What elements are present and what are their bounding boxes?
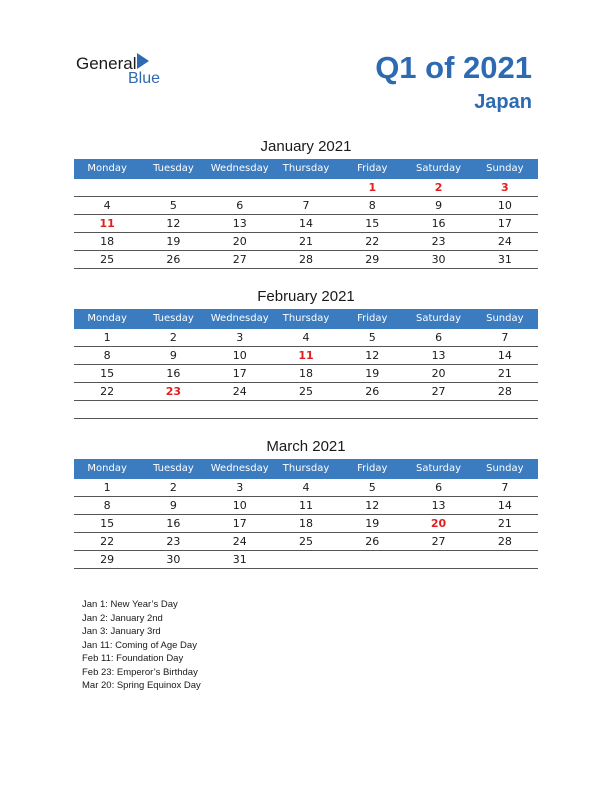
day-cell: 1	[368, 181, 377, 194]
day-cell: 9	[169, 349, 177, 362]
day-cell: 1	[103, 481, 111, 494]
day-cell: 23	[431, 235, 446, 248]
day-cell: 2	[169, 481, 177, 494]
weekday-label: Tuesday	[153, 313, 194, 324]
day-cell: 3	[501, 181, 509, 194]
day-cell: 11	[298, 349, 314, 362]
month-march	[74, 437, 538, 569]
day-cell: 19	[365, 367, 380, 380]
week-row	[74, 179, 538, 197]
day-cell: 6	[435, 331, 443, 344]
day-cell: 28	[497, 535, 512, 548]
day-cell: 23	[165, 385, 182, 398]
day-cell: 5	[368, 481, 376, 494]
day-cell: 22	[100, 535, 115, 548]
day-cell: 7	[501, 331, 509, 344]
holiday-note: Feb 11: Foundation Day	[82, 653, 184, 664]
day-cell	[273, 179, 339, 196]
weekday-header	[74, 459, 538, 479]
day-cell: 26	[365, 385, 380, 398]
day-cell: 12	[365, 349, 380, 362]
day-cell: 18	[298, 517, 313, 530]
day-cell	[339, 551, 405, 568]
weekday-label: Wednesday	[210, 463, 269, 474]
day-cell: 31	[232, 553, 247, 566]
day-cell: 4	[103, 199, 111, 212]
weekday-header	[74, 309, 538, 329]
day-cell: 26	[166, 253, 181, 266]
weekday-label: Tuesday	[153, 163, 194, 174]
day-cell: 20	[232, 235, 247, 248]
day-cell: 21	[497, 367, 512, 380]
brand-logo	[76, 52, 176, 88]
week-row	[74, 497, 538, 515]
weekday-label: Sunday	[486, 313, 524, 324]
weekday-label: Saturday	[416, 463, 462, 474]
day-cell: 27	[431, 385, 446, 398]
day-cell: 29	[365, 253, 380, 266]
day-cell: 4	[302, 331, 310, 344]
day-cell	[405, 401, 471, 418]
day-cell: 1	[103, 331, 111, 344]
day-cell: 10	[232, 499, 247, 512]
day-cell: 28	[497, 385, 512, 398]
day-cell: 27	[232, 253, 247, 266]
week-row	[74, 233, 538, 251]
day-cell: 5	[169, 199, 177, 212]
day-cell: 2	[169, 331, 177, 344]
logo-general-text: General	[76, 54, 137, 73]
day-cell: 29	[100, 553, 115, 566]
day-cell: 18	[100, 235, 115, 248]
day-cell: 13	[431, 499, 446, 512]
day-cell: 13	[232, 217, 247, 230]
day-cell: 16	[431, 217, 446, 230]
day-cell: 26	[365, 535, 380, 548]
day-cell: 30	[431, 253, 446, 266]
weekday-label: Sunday	[486, 163, 524, 174]
week-row	[74, 251, 538, 269]
day-cell: 3	[236, 331, 244, 344]
day-cell: 7	[302, 199, 310, 212]
week-row	[74, 401, 538, 419]
day-cell	[273, 551, 339, 568]
weekday-label: Friday	[357, 313, 388, 324]
week-row	[74, 551, 538, 569]
day-cell: 22	[100, 385, 115, 398]
day-cell: 13	[431, 349, 446, 362]
month-january	[74, 137, 538, 269]
day-cell: 24	[497, 235, 512, 248]
day-cell: 21	[497, 517, 512, 530]
day-cell	[74, 179, 140, 196]
holiday-note: Jan 3: January 3rd	[82, 626, 161, 637]
day-cell: 20	[430, 517, 447, 530]
day-cell: 8	[103, 349, 111, 362]
day-cell	[207, 401, 273, 418]
day-cell	[207, 179, 273, 196]
day-cell: 20	[431, 367, 446, 380]
day-cell: 10	[232, 349, 247, 362]
weekday-label: Saturday	[416, 313, 462, 324]
day-cell: 9	[435, 199, 443, 212]
week-row	[74, 329, 538, 347]
week-row	[74, 215, 538, 233]
weekday-label: Friday	[357, 163, 388, 174]
weekday-label: Friday	[357, 463, 388, 474]
weekday-label: Monday	[87, 313, 127, 324]
day-cell: 17	[497, 217, 512, 230]
day-cell: 15	[100, 517, 115, 530]
day-cell	[140, 179, 206, 196]
day-cell: 30	[166, 553, 181, 566]
day-cell: 16	[166, 367, 181, 380]
weekday-label: Thursday	[282, 463, 330, 474]
page-title: Q1 of 2021	[375, 50, 532, 85]
weekday-label: Wednesday	[210, 313, 269, 324]
day-cell: 3	[236, 481, 244, 494]
day-cell	[273, 401, 339, 418]
flag-icon	[137, 53, 149, 69]
day-cell: 16	[166, 517, 181, 530]
day-cell: 22	[365, 235, 380, 248]
day-cell: 11	[298, 499, 313, 512]
day-cell	[74, 401, 140, 418]
day-cell: 17	[232, 367, 247, 380]
month-title: March 2021	[266, 438, 346, 455]
day-cell	[140, 401, 206, 418]
day-cell: 27	[431, 535, 446, 548]
week-row	[74, 365, 538, 383]
day-cell: 15	[100, 367, 115, 380]
day-cell: 15	[365, 217, 380, 230]
holiday-list	[82, 598, 201, 693]
day-cell: 10	[497, 199, 512, 212]
day-cell: 4	[302, 481, 310, 494]
weekday-label: Saturday	[416, 163, 462, 174]
weekday-header	[74, 159, 538, 179]
day-cell: 6	[435, 481, 443, 494]
day-cell: 25	[298, 535, 313, 548]
month-title: February 2021	[257, 288, 355, 305]
day-cell: 8	[103, 499, 111, 512]
day-cell: 7	[501, 481, 509, 494]
day-cell: 28	[298, 253, 313, 266]
day-cell: 31	[497, 253, 512, 266]
day-cell: 19	[166, 235, 181, 248]
logo-blue-text: Blue	[128, 70, 161, 87]
day-cell: 19	[365, 517, 380, 530]
day-cell: 23	[166, 535, 181, 548]
holiday-note: Jan 11: Coming of Age Day	[82, 639, 197, 651]
day-cell: 12	[365, 499, 380, 512]
weekday-label: Monday	[87, 463, 127, 474]
week-row	[74, 197, 538, 215]
day-cell: 24	[232, 535, 247, 548]
week-row	[74, 347, 538, 365]
day-cell: 5	[368, 331, 376, 344]
day-cell: 14	[298, 217, 313, 230]
day-cell: 12	[166, 217, 181, 230]
holiday-note: Mar 20: Spring Equinox Day	[82, 680, 201, 691]
day-cell: 9	[169, 499, 177, 512]
weekday-label: Monday	[87, 163, 127, 174]
weekday-label: Thursday	[282, 163, 330, 174]
day-cell: 18	[298, 367, 313, 380]
day-cell: 14	[497, 349, 512, 362]
country-name: Japan	[474, 91, 532, 113]
holiday-note: Feb 23: Emperor’s Birthday	[82, 666, 198, 678]
day-cell: 8	[368, 199, 376, 212]
day-cell: 6	[236, 199, 244, 212]
weekday-label: Thursday	[282, 313, 330, 324]
holiday-note: Jan 1: New Year’s Day	[82, 599, 178, 610]
weekday-label: Sunday	[486, 463, 524, 474]
day-cell	[472, 401, 538, 418]
day-cell: 25	[100, 253, 115, 266]
month-title: January 2021	[260, 138, 352, 155]
day-cell: 25	[298, 385, 313, 398]
week-row	[74, 533, 538, 551]
week-row	[74, 383, 538, 401]
day-cell: 14	[497, 499, 512, 512]
month-february	[74, 287, 538, 419]
day-cell	[405, 551, 471, 568]
day-cell: 11	[99, 217, 115, 230]
day-cell	[339, 401, 405, 418]
weekday-label: Tuesday	[153, 463, 194, 474]
day-cell: 24	[232, 385, 247, 398]
week-row	[74, 515, 538, 533]
holiday-note: Jan 2: January 2nd	[82, 612, 163, 624]
day-cell: 2	[434, 181, 443, 194]
day-cell: 17	[232, 517, 247, 530]
weekday-label: Wednesday	[210, 163, 269, 174]
day-cell	[472, 551, 538, 568]
week-row	[74, 479, 538, 497]
day-cell: 21	[298, 235, 313, 248]
